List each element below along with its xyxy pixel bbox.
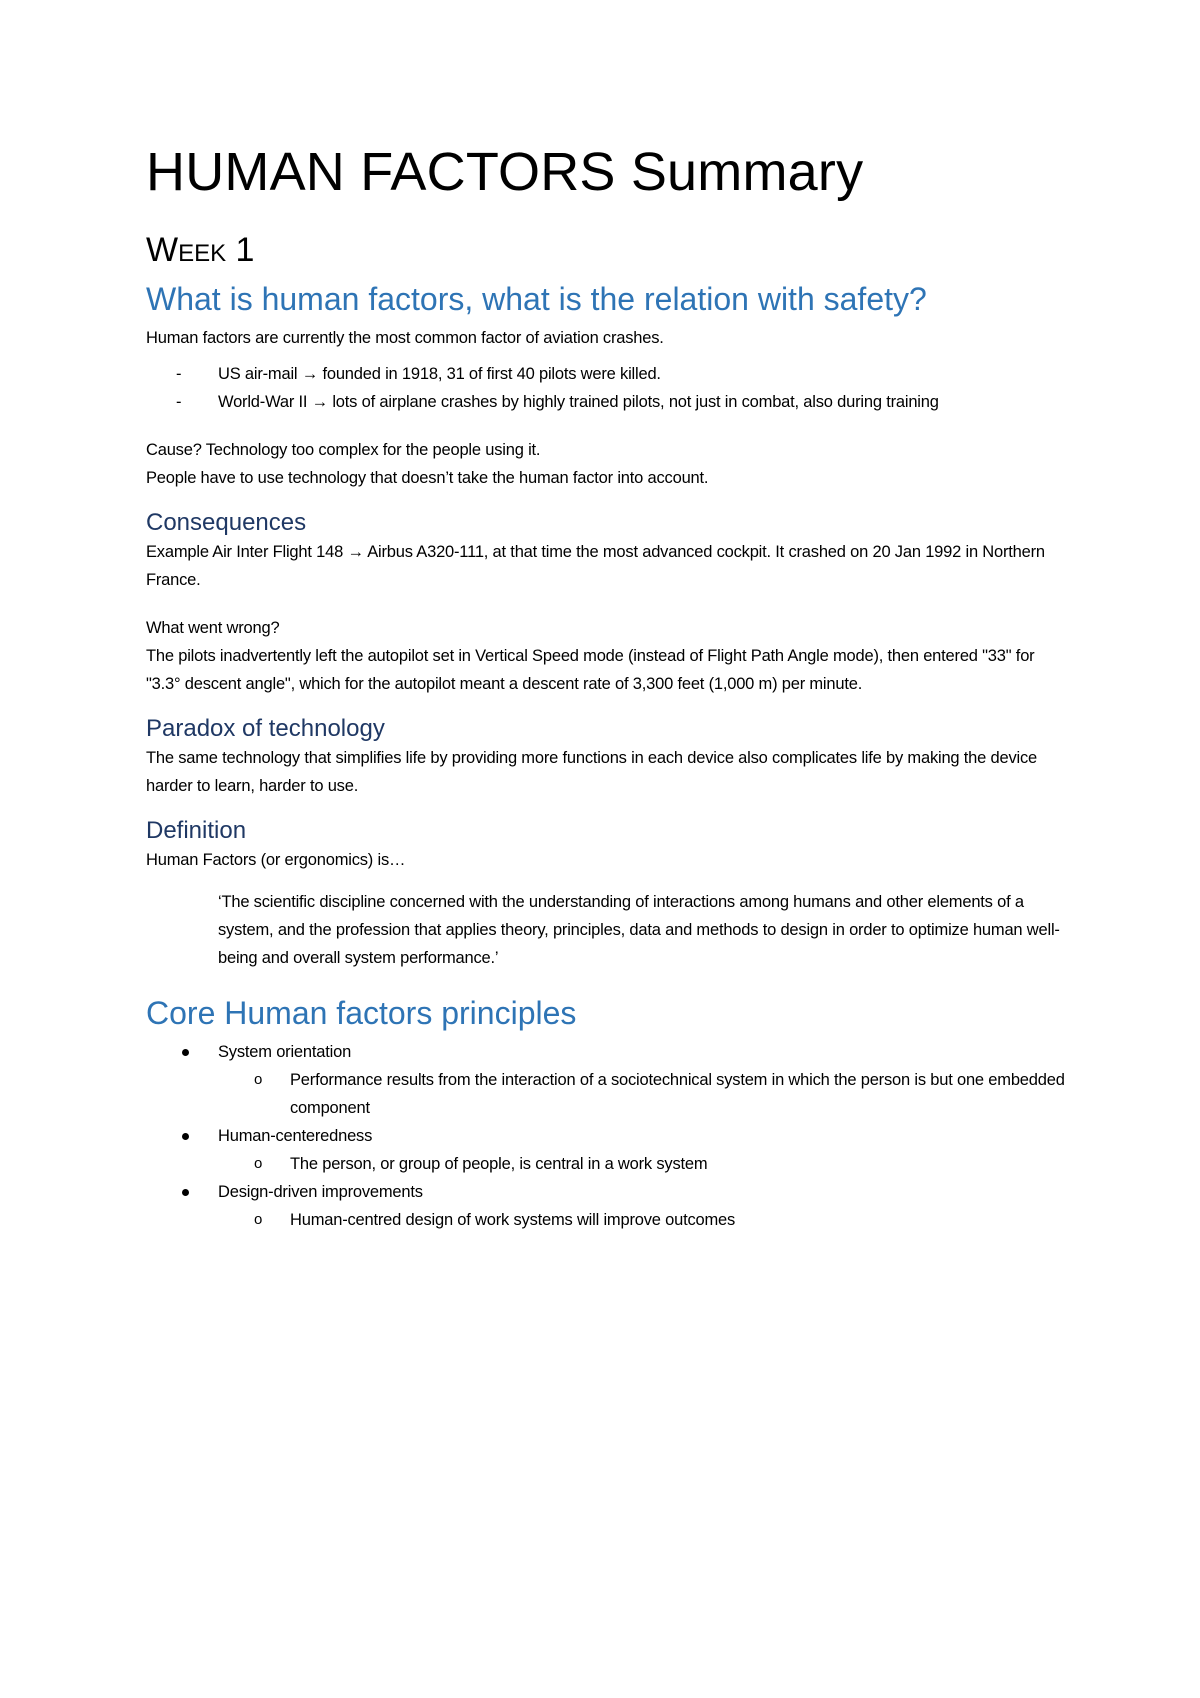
principle-description: The person, or group of people, is central in a work system <box>290 1155 708 1173</box>
principle-description: Human-centred design of work systems will improve outcomes <box>290 1211 736 1229</box>
cause-line: People have to use technology that doesn’t take the human factor into account. <box>146 469 709 487</box>
subheading-definition: Definition <box>146 817 247 844</box>
list-item <box>146 1178 1066 1234</box>
list-item <box>146 1122 1066 1178</box>
document-title: HUMAN FACTORS Summary <box>146 142 864 202</box>
intro-paragraph: Human factors are currently the most common factor of aviation crashes. <box>146 329 664 347</box>
subheading-consequences: Consequences <box>146 509 307 536</box>
spacer <box>146 594 1066 614</box>
principles-list <box>146 1038 1066 1234</box>
list-item <box>146 360 1066 388</box>
section-heading-human-factors-safety: What is human factors, what is the relation with safety? <box>146 281 927 317</box>
principle-label: Human-centeredness <box>218 1127 373 1145</box>
dash-marker: - <box>176 393 182 411</box>
circle-bullet-icon: o <box>254 1155 263 1172</box>
week-heading: Week 1 <box>146 231 255 269</box>
bullet-icon <box>182 1049 189 1056</box>
subheading-paradox: Paradox of technology <box>146 715 385 742</box>
sub-list-item <box>218 1150 1066 1178</box>
example-paragraph: Example Air Inter Flight 148 → Airbus A320-111, at that time the most advanced cockpit. It crashed on 20 Jan 1992 in Northern France. <box>146 543 1045 589</box>
spacer <box>146 416 1066 436</box>
principle-description: Performance results from the interaction of a sociotechnical system in which the person is but one embedded component <box>290 1071 1065 1117</box>
document-content <box>146 140 1066 1234</box>
principle-label: Design-driven improvements <box>218 1183 423 1201</box>
paradox-paragraph: The same technology that simplifies life by providing more functions in each device also complicates life by making the device harder to learn, harder to use. <box>146 749 1038 795</box>
history-list <box>146 360 1066 416</box>
answer-paragraph: The pilots inadvertently left the autopilot set in Vertical Speed mode (instead of Flight Path Angle mode), then entered "33" for "3.3° descent angle", which for the autopilot meant a descent rate of 3,300 feet (1,000 m) per minute. <box>146 647 1035 693</box>
definition-intro: Human Factors (or ergonomics) is… <box>146 851 406 869</box>
list-item-text: World-War II → lots of airplane crashes by highly trained pilots, not just in combat, also during training <box>218 393 939 411</box>
cause-line: Cause? Technology too complex for the people using it. <box>146 441 541 459</box>
list-item <box>146 388 1066 416</box>
list-item <box>146 1038 1066 1122</box>
question-line: What went wrong? <box>146 619 280 637</box>
bullet-icon <box>182 1133 189 1140</box>
section-heading-core-principles: Core Human factors principles <box>146 995 577 1031</box>
principle-label: System orientation <box>218 1043 352 1061</box>
definition-quote: ‘The scientific discipline concerned with the understanding of interactions among humans and other elements of a system, and the profession that applies theory, principles, data and methods to design in order to optimize human well-being and overall system performance.’ <box>218 893 1060 967</box>
bullet-icon <box>182 1189 189 1196</box>
sub-list-item <box>218 1066 1066 1122</box>
list-item-text: US air-mail → founded in 1918, 31 of first 40 pilots were killed. <box>218 365 661 383</box>
circle-bullet-icon: o <box>254 1211 263 1228</box>
dash-marker: - <box>176 365 182 383</box>
circle-bullet-icon: o <box>254 1071 263 1088</box>
sub-list-item <box>218 1206 1066 1234</box>
